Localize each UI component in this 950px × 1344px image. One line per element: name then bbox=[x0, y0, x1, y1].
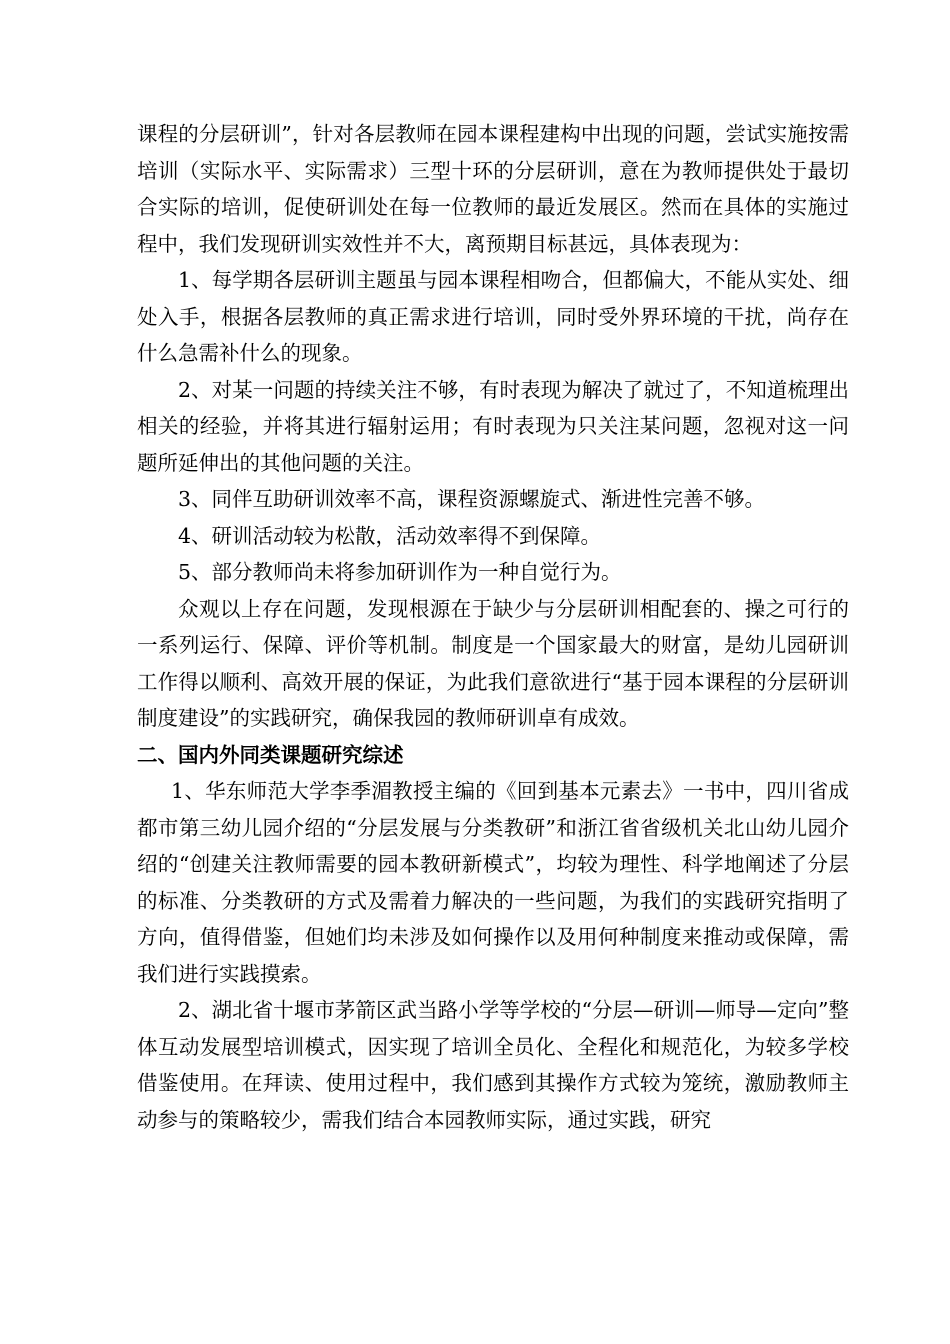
list-item-problem-1: 1、每学期各层研训主题虽与园本课程相吻合，但都偏大，不能从实处、细处入手，根据各层教师的真正需求进行培训，同时受外界环境的干扰，尚存在什么急需补什么的现象。 bbox=[137, 268, 849, 365]
list-item-review-1: 1、华东师范大学李季湄教授主编的《回到基本元素去》一书中，四川省成都市第三幼儿园介绍的“分层发展与分类教研”和浙江省省级机关北山幼儿园介绍的“创建关注教师需要的园本教研新模式”，均较为理性、科学地阐述了分层的标准、分类教研的方式及需着力解决的一些问题，为我们的实践研究指明了方向，值得借鉴，但她们均未涉及如何操作以及用何种制度来推动或保障，需我们进行实践摸索。 bbox=[137, 779, 849, 986]
document-page bbox=[137, 116, 849, 1138]
list-item-problem-3: 3、同伴互助研训效率不高，课程资源螺旋式、渐进性完善不够。 bbox=[178, 487, 766, 511]
list-item-problem-2: 2、对某一问题的持续关注不够，有时表现为解决了就过了，不知道梳理出相关的经验，并将其进行辐射运用；有时表现为只关注某问题，忽视对这一问题所延伸出的其他问题的关注。 bbox=[137, 377, 849, 475]
section-heading-2: 二、国内外同类课题研究综述 bbox=[137, 742, 404, 767]
list-item-problem-4: 4、研训活动较为松散，活动效率得不到保障。 bbox=[178, 523, 602, 548]
list-item-problem-5: 5、部分教师尚未将参加研训作为一种自觉行为。 bbox=[178, 560, 622, 584]
paragraph-summary: 众观以上存在问题，发现根源在于缺少与分层研训相配套的、操之可行的一系列运行、保障、评价等机制。制度是一个国家最大的财富，是幼儿园研训工作得以顺利、高效开展的保证，为此我们意欲进行“基于园本课程的分层研训制度建设”的实践研究，确保我园的教师研训卓有成效。 bbox=[137, 596, 849, 730]
paragraph-intro-continuation: 课程的分层研训”，针对各层教师在园本课程建构中出现的问题，尝试实施按需培训（实际水平、实际需求）三型十环的分层研训，意在为教师提供处于最切合实际的培训，促使研训处在每一位教师的最近发展区。然而在具体的实施过程中，我们发现研训实效性并不大，离预期目标甚远，具体表现为： bbox=[137, 122, 849, 256]
list-item-review-2: 2、湖北省十堰市茅箭区武当路小学等学校的“分层—研训—师导—定向”整体互动发展型培训模式，因实现了培训全员化、全程化和规范化，为较多学校借鉴使用。在拜读、使用过程中，我们感到其操作方式较为笼统，激励教师主动参与的策略较少，需我们结合本园教师实际，通过实践，研究 bbox=[137, 998, 849, 1132]
